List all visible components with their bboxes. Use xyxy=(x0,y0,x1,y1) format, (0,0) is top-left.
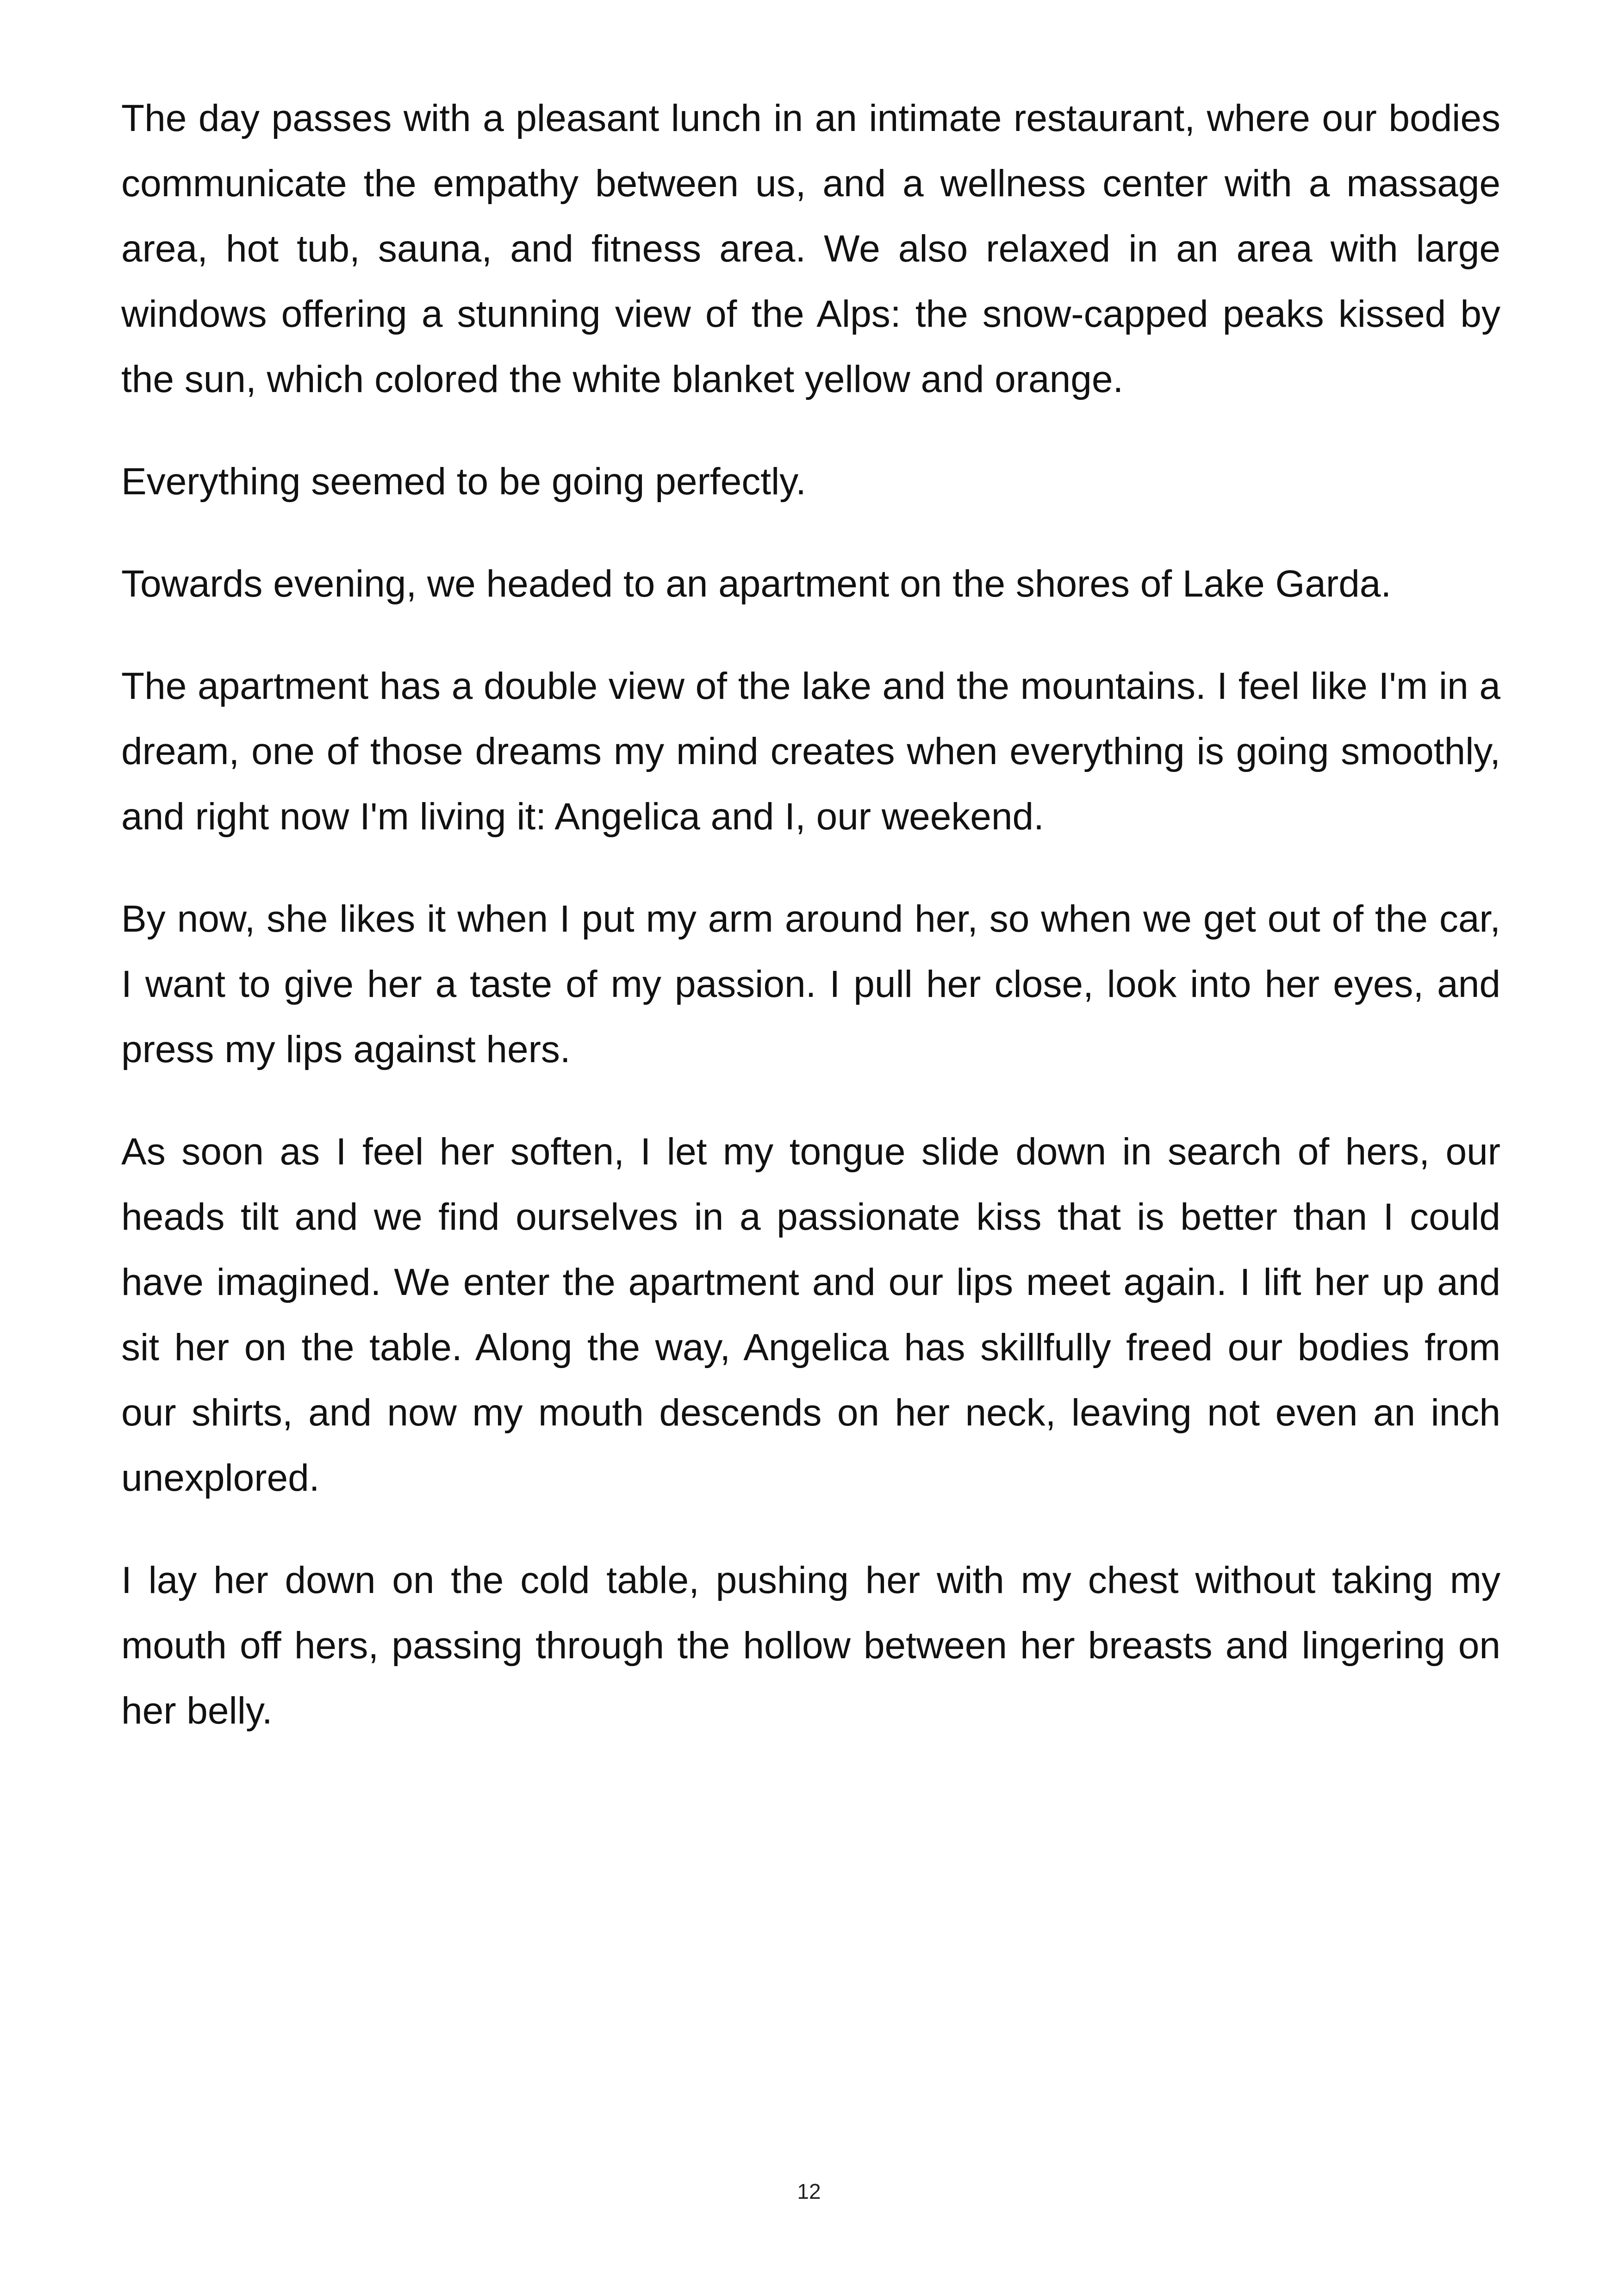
paragraph-2: Everything seemed to be going perfectly. xyxy=(121,460,806,503)
paragraph-1: The day passes with a pleasant lunch in an intimate restaurant, where our bodies communicate the empathy between us, and a wellness center with a massage area, hot tub, sauna, and fitness area. We also relaxed in an area with large windows offering a stunning view of the Alps: the snow-capped peaks kissed by the sun, which colored the white blanket yellow and orange. xyxy=(121,97,1500,400)
body-text xyxy=(121,86,1500,1743)
paragraph-5: By now, she likes it when I put my arm around her, so when we get out of the car, I want to give her a taste of my passion. I pull her close, look into her eyes, and press my lips against hers. xyxy=(121,898,1500,1070)
page-number: 12 xyxy=(797,2179,821,2203)
paragraph-3: Towards evening, we headed to an apartment on the shores of Lake Garda. xyxy=(121,563,1392,605)
paragraph-7: I lay her down on the cold table, pushing her with my chest without taking my mouth off hers, passing through the hollow between her breasts and lingering on her belly. xyxy=(121,1559,1500,1732)
paragraph-6: As soon as I feel her soften, I let my tongue slide down in search of hers, our heads tilt and we find ourselves in a passionate kiss that is better than I could have imagined. We enter the apartment and our lips meet again. I lift her up and sit her on the table. Along the way, Angelica has skillfully freed our bodies from our shirts, and now my mouth descends on her neck, leaving not even an inch unexplored. xyxy=(121,1131,1500,1499)
paragraph-4: The apartment has a double view of the lake and the mountains. I feel like I'm in a dream, one of those dreams my mind creates when everything is going smoothly, and right now I'm living it: Angelica and I, our weekend. xyxy=(121,665,1500,838)
